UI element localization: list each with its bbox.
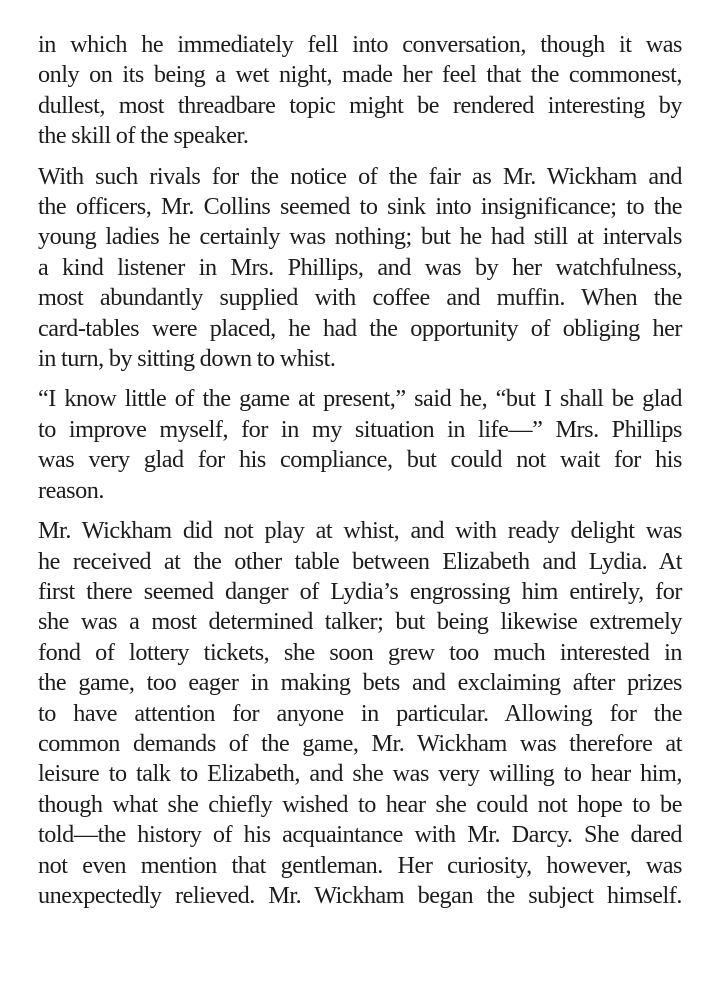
text-line: reason. bbox=[38, 476, 105, 504]
paragraph bbox=[38, 30, 682, 152]
text-line: was very glad for his compliance, but could not wait for his bbox=[38, 446, 682, 474]
paragraph bbox=[38, 384, 682, 506]
text-line: fond of lottery tickets, she soon grew too much interested in bbox=[38, 638, 682, 666]
text-line: to improve myself, for in my situation in life—” Mrs. Phillips bbox=[38, 415, 682, 443]
text-line: the officers, Mr. Collins seemed to sink into insignificance; to the bbox=[38, 193, 682, 221]
paragraph bbox=[38, 162, 682, 375]
text-line: told—the history of his acquaintance with Mr. Darcy. She dared bbox=[38, 821, 682, 849]
text-line: first there seemed danger of Lydia’s engrossing him entirely, for bbox=[38, 577, 682, 605]
text-line: not even mention that gentleman. Her curiosity, however, was bbox=[38, 851, 682, 879]
text-line: in which he immediately fell into conversation, though it was bbox=[38, 31, 682, 58]
text-line: young ladies he certainly was nothing; but he had still at intervals bbox=[38, 223, 682, 251]
text-line: only on its being a wet night, made her feel that the commonest, bbox=[38, 61, 682, 89]
text-line: Mr. Wickham did not play at whist, and with ready delight was bbox=[38, 517, 682, 545]
text-line: to have attention for anyone in particular. Allowing for the bbox=[38, 699, 682, 727]
text-line: leisure to talk to Elizabeth, and she was very willing to hear him, bbox=[38, 760, 682, 788]
paragraph bbox=[38, 516, 682, 911]
text-line: the game, too eager in making bets and exclaiming after prizes bbox=[38, 669, 682, 697]
text-line: “I know little of the game at present,” said he, “but I shall be glad bbox=[38, 385, 682, 413]
text-line: most abundantly supplied with coffee and muffin. When the bbox=[38, 284, 682, 312]
text-line: he received at the other table between Elizabeth and Lydia. At bbox=[38, 547, 682, 575]
text-line: in turn, by sitting down to whist. bbox=[38, 345, 336, 373]
text-line: With such rivals for the notice of the fair as Mr. Wickham and bbox=[38, 162, 682, 190]
text-line: card-tables were placed, he had the opportunity of obliging her bbox=[38, 314, 682, 342]
text-line: dullest, most threadbare topic might be rendered interesting by bbox=[38, 91, 682, 119]
text-line: unexpectedly relieved. Mr. Wickham began the subject himself. bbox=[38, 881, 682, 909]
text-line: she was a most determined talker; but being likewise extremely bbox=[38, 608, 682, 636]
text-line: the skill of the speaker. bbox=[38, 122, 249, 150]
text-line: a kind listener in Mrs. Phillips, and was by her watchfulness, bbox=[38, 253, 682, 281]
text-line: common demands of the game, Mr. Wickham was therefore at bbox=[38, 729, 682, 757]
text-line: though what she chiefly wished to hear she could not hope to be bbox=[38, 790, 682, 818]
